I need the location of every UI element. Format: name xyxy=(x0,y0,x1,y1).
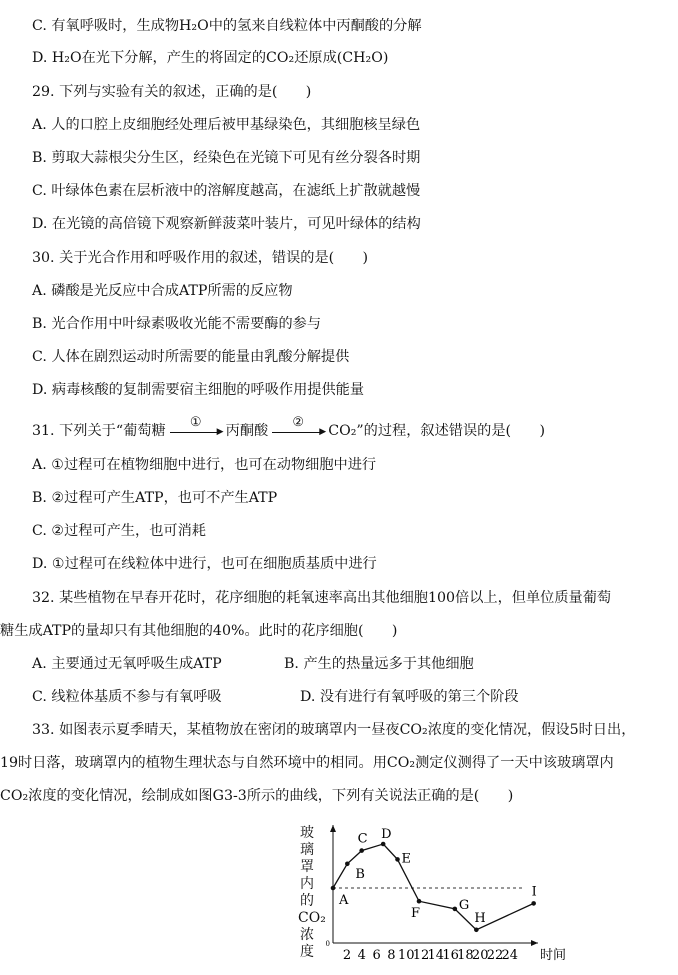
x-tick-label: 18 xyxy=(457,948,474,963)
point-b xyxy=(345,862,350,867)
x-tick-label: 20 xyxy=(471,948,489,963)
q32-option-c: C. 线粒体基质不参与有氧呼吸 xyxy=(32,689,222,705)
chart-y-axis-label: 玻璃罩内的CO₂浓度 xyxy=(298,825,326,960)
x-axis-label: 时间 xyxy=(540,948,567,963)
point-d xyxy=(381,842,386,847)
q32-option-a: A. 主要通过无氧呼吸生成ATP xyxy=(32,656,222,672)
point-label-d: D xyxy=(381,827,392,842)
q31-arrow-2: ② ▶ xyxy=(268,421,328,441)
co2-curve xyxy=(333,844,534,930)
q31-option-d: D. ①过程可在线粒体中进行，也可在细胞质基质中进行 xyxy=(32,556,377,572)
q32-option-d: D. 没有进行有氧呼吸的第三个阶段 xyxy=(300,689,519,705)
q29-option-c: C. 叶绿体色素在层析液中的溶解度越高，在滤纸上扩散就越慢 xyxy=(32,183,421,199)
q33-stem-line-1: 33. 如图表示夏季晴天，某植物放在密闭的玻璃罩内一昼夜CO₂浓度的变化情况，假设5时日出， xyxy=(32,722,636,738)
x-tick-label: 16 xyxy=(442,948,459,963)
point-i xyxy=(531,901,536,906)
q31-product: CO₂ xyxy=(328,423,357,439)
y-axis-arrowhead xyxy=(330,825,336,832)
x-tick-label: 24 xyxy=(501,948,519,963)
x-axis-arrowhead xyxy=(531,940,538,946)
x-tick-label: 10 xyxy=(397,948,415,963)
q29-option-b: B. 剪取大蒜根尖分生区，经染色在光镜下可见有丝分裂各时期 xyxy=(32,150,421,166)
q33-stem-line-2: 19时日落，玻璃罩内的植物生理状态与自然环境中的相同。用CO₂测定仪测得了一天中该玻璃罩内 xyxy=(0,755,614,771)
q30-option-d: D. 病毒核酸的复制需要宿主细胞的呼吸作用提供能量 xyxy=(32,382,365,398)
q33-stem-line-3: CO₂浓度的变化情况，绘制成如图G3-3所示的曲线，下列有关说法正确的是( ) xyxy=(0,788,514,804)
q29-option-d: D. 在光镜的高倍镜下观察新鲜菠菜叶装片，可见叶绿体的结构 xyxy=(32,216,421,232)
point-h xyxy=(474,928,479,933)
q30-option-b: B. 光合作用中叶绿素吸收光能不需要酶的参与 xyxy=(32,316,322,332)
q31-stem xyxy=(32,415,545,441)
x-tick-label: 4 xyxy=(357,948,366,963)
q32-stem-line-2: 糖生成ATP的量却只有其他细胞的40%。此时的花序细胞( ) xyxy=(0,623,398,639)
point-a xyxy=(331,886,336,891)
x-tick-label: 12 xyxy=(412,948,430,963)
point-label-c: C xyxy=(357,831,368,847)
point-label-a: A xyxy=(339,893,349,908)
x-tick-label: 14 xyxy=(427,948,445,963)
point-e xyxy=(395,857,400,862)
x-tick-label: 22 xyxy=(486,948,504,963)
q32-option-b: B. 产生的热量远多于其他细胞 xyxy=(284,656,474,672)
x-tick-label: 2 xyxy=(342,948,352,963)
q28-option-d: D. H₂O在光下分解，产生的将固定的CO₂还原成(CH₂O) xyxy=(32,50,389,66)
q31-option-c: C. ②过程可产生，也可消耗 xyxy=(32,523,206,539)
co2-chart xyxy=(290,815,580,975)
q28-option-c: C. 有氧呼吸时，生成物H₂O中的氢来自线粒体中丙酮酸的分解 xyxy=(32,18,422,34)
co2-concentration-figure xyxy=(290,815,580,975)
point-label-g: G xyxy=(458,897,470,913)
point-label-h: H xyxy=(474,910,486,926)
point-f xyxy=(417,899,422,904)
q31-prefix: 31. 下列关于“葡萄糖 xyxy=(32,423,166,439)
origin-label: 0 xyxy=(325,940,330,948)
point-label-f: F xyxy=(411,906,421,922)
x-tick-label: 6 xyxy=(372,948,381,963)
q31-middle: 丙酮酸 xyxy=(225,423,269,439)
q31-option-b: B. ②过程可产生ATP，也可不产生ATP xyxy=(32,490,278,506)
q30-option-c: C. 人体在剧烈运动时所需要的能量由乳酸分解提供 xyxy=(32,349,350,365)
point-g xyxy=(453,907,458,912)
point-label-i: I xyxy=(531,884,537,900)
q31-step-2-label: ② xyxy=(292,415,305,430)
point-label-b: B xyxy=(355,866,365,882)
q31-option-a: A. ①过程可在植物细胞中进行，也可在动物细胞中进行 xyxy=(32,457,377,473)
point-c xyxy=(359,848,364,853)
q29-stem: 29. 下列与实验有关的叙述，正确的是( ) xyxy=(32,84,312,100)
x-tick-label: 8 xyxy=(387,948,396,963)
q31-step-1-label: ① xyxy=(189,415,202,430)
point-label-e: E xyxy=(401,851,411,867)
q31-arrow-1: ① ▶ xyxy=(166,421,226,441)
q29-option-a: A. 人的口腔上皮细胞经处理后被甲基绿染色，其细胞核呈绿色 xyxy=(32,117,421,133)
q30-option-a: A. 磷酸是光反应中合成ATP所需的反应物 xyxy=(32,283,293,299)
q32-stem-line-1: 32. 某些植物在早春开花时，花序细胞的耗氧速率高出其他细胞100倍以上，但单位质量葡萄 xyxy=(32,590,612,606)
q30-stem: 30. 关于光合作用和呼吸作用的叙述，错误的是( ) xyxy=(32,250,369,266)
q31-suffix: ”的过程，叙述错误的是( ) xyxy=(356,423,545,439)
